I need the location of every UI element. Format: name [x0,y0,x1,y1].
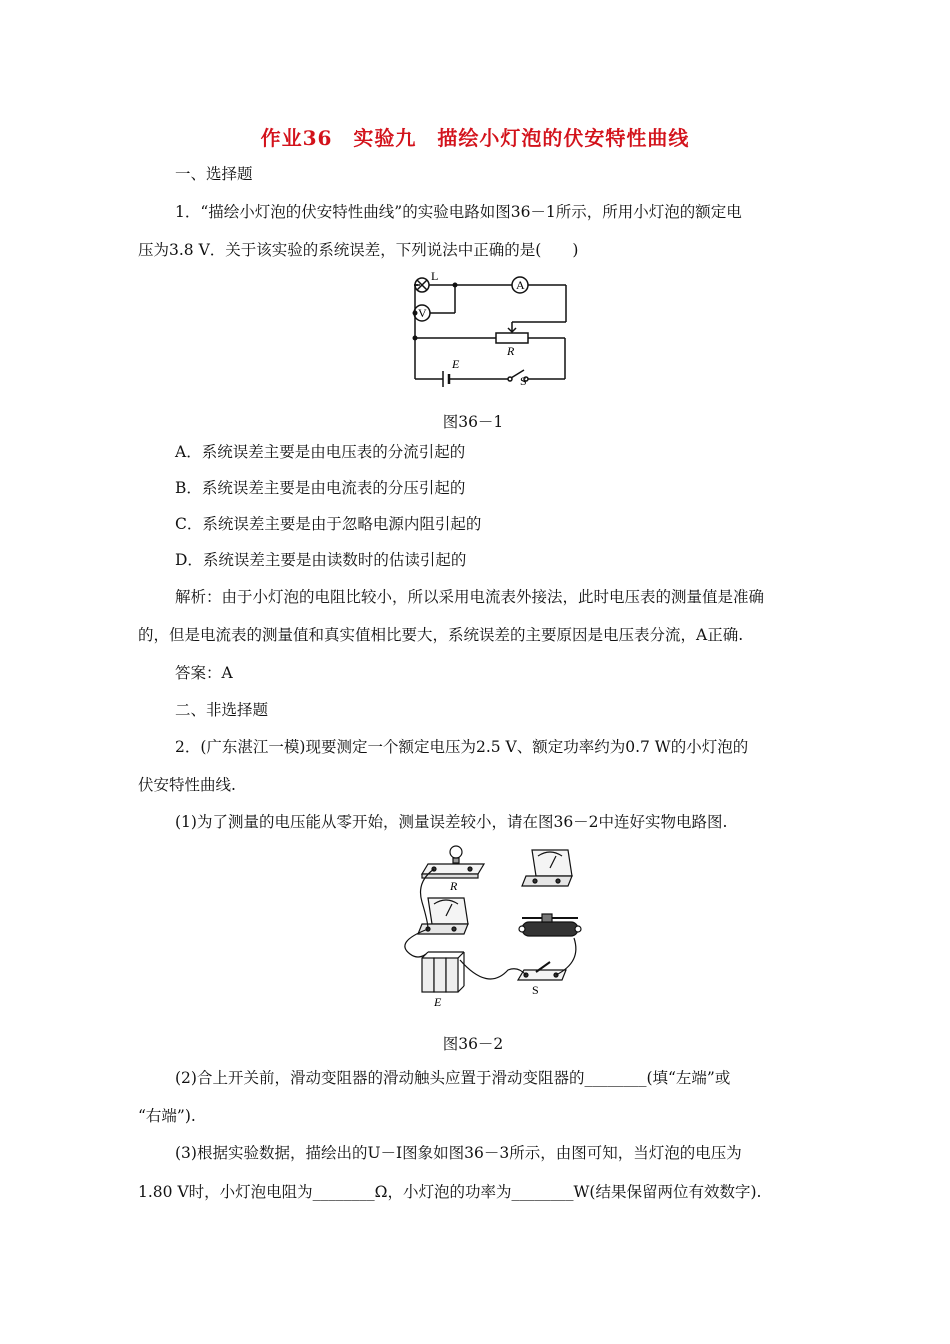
battery-label: E [452,357,460,371]
circuit-diagram-figure-36-1 [400,268,580,388]
voltmeter-label: V [418,306,427,320]
question-2-part-3-line-1: (3)根据实验数据，描绘出的U－I图象如图36－3所示，由图可知，当灯泡的电压为 [175,1144,742,1162]
section-heading-non-choice: 二、非选择题 [175,701,269,719]
lamp-label: L [431,269,439,283]
option-c: C．系统误差主要是由于忽略电源内阻引起的 [175,515,482,533]
option-a: A．系统误差主要是由电压表的分流引起的 [175,443,466,461]
switch-label: S [532,983,539,997]
analysis-line-1: 解析：由于小灯泡的电阻比较小，所以采用电流表外接法，此时电压表的测量值是准确 [175,588,765,606]
apparatus-figure-36-2 [398,842,588,1010]
question-2-part-2-line-2: “右端”). [138,1107,196,1125]
question-2-part-3-line-2: 1.80 V时，小灯泡电阻为________Ω，小灯泡的功率为________W(结果保留两位有效数字). [138,1183,762,1201]
question-2-part-1: (1)为了测量的电压能从零开始，测量误差较小，请在图36－2中连好实物电路图. [175,813,728,831]
page-title: 作业36 实验九 描绘小灯泡的伏安特性曲线 [260,126,690,150]
option-d: D．系统误差主要是由读数时的估读引起的 [175,551,467,569]
question-2-line-2: 伏安特性曲线. [138,776,236,794]
question-2-part-2-line-1: (2)合上开关前，滑动变阻器的滑动触头应置于滑动变阻器的________(填“左端”或 [175,1069,731,1087]
section-heading-choice: 一、选择题 [175,165,253,183]
figure-36-1-caption: 图36－1 [442,413,504,431]
switch-label: S [520,374,527,388]
analysis-line-2: 的，但是电流表的测量值和真实值相比要大，系统误差的主要原因是电压表分流，A正确. [138,626,744,644]
question-1-line-1: 1．“描绘小灯泡的伏安特性曲线”的实验电路如图36－1所示，所用小灯泡的额定电 [175,203,742,221]
answer-line: 答案：A [175,664,233,682]
battery-label: E [434,995,442,1009]
option-b: B．系统误差主要是由电流表的分压引起的 [175,479,466,497]
rheostat-label: R [507,344,515,358]
question-1-line-2: 压为3.8 V．关于该实验的系统误差，下列说法中正确的是( ) [138,241,579,259]
bulb-board-label: R [450,879,458,893]
ammeter-label: A [516,278,525,292]
question-2-line-1: 2．(广东湛江一模)现要测定一个额定电压为2.5 V、额定功率约为0.7 W的小灯泡的 [175,738,749,756]
figure-36-2-caption: 图36－2 [442,1035,504,1053]
